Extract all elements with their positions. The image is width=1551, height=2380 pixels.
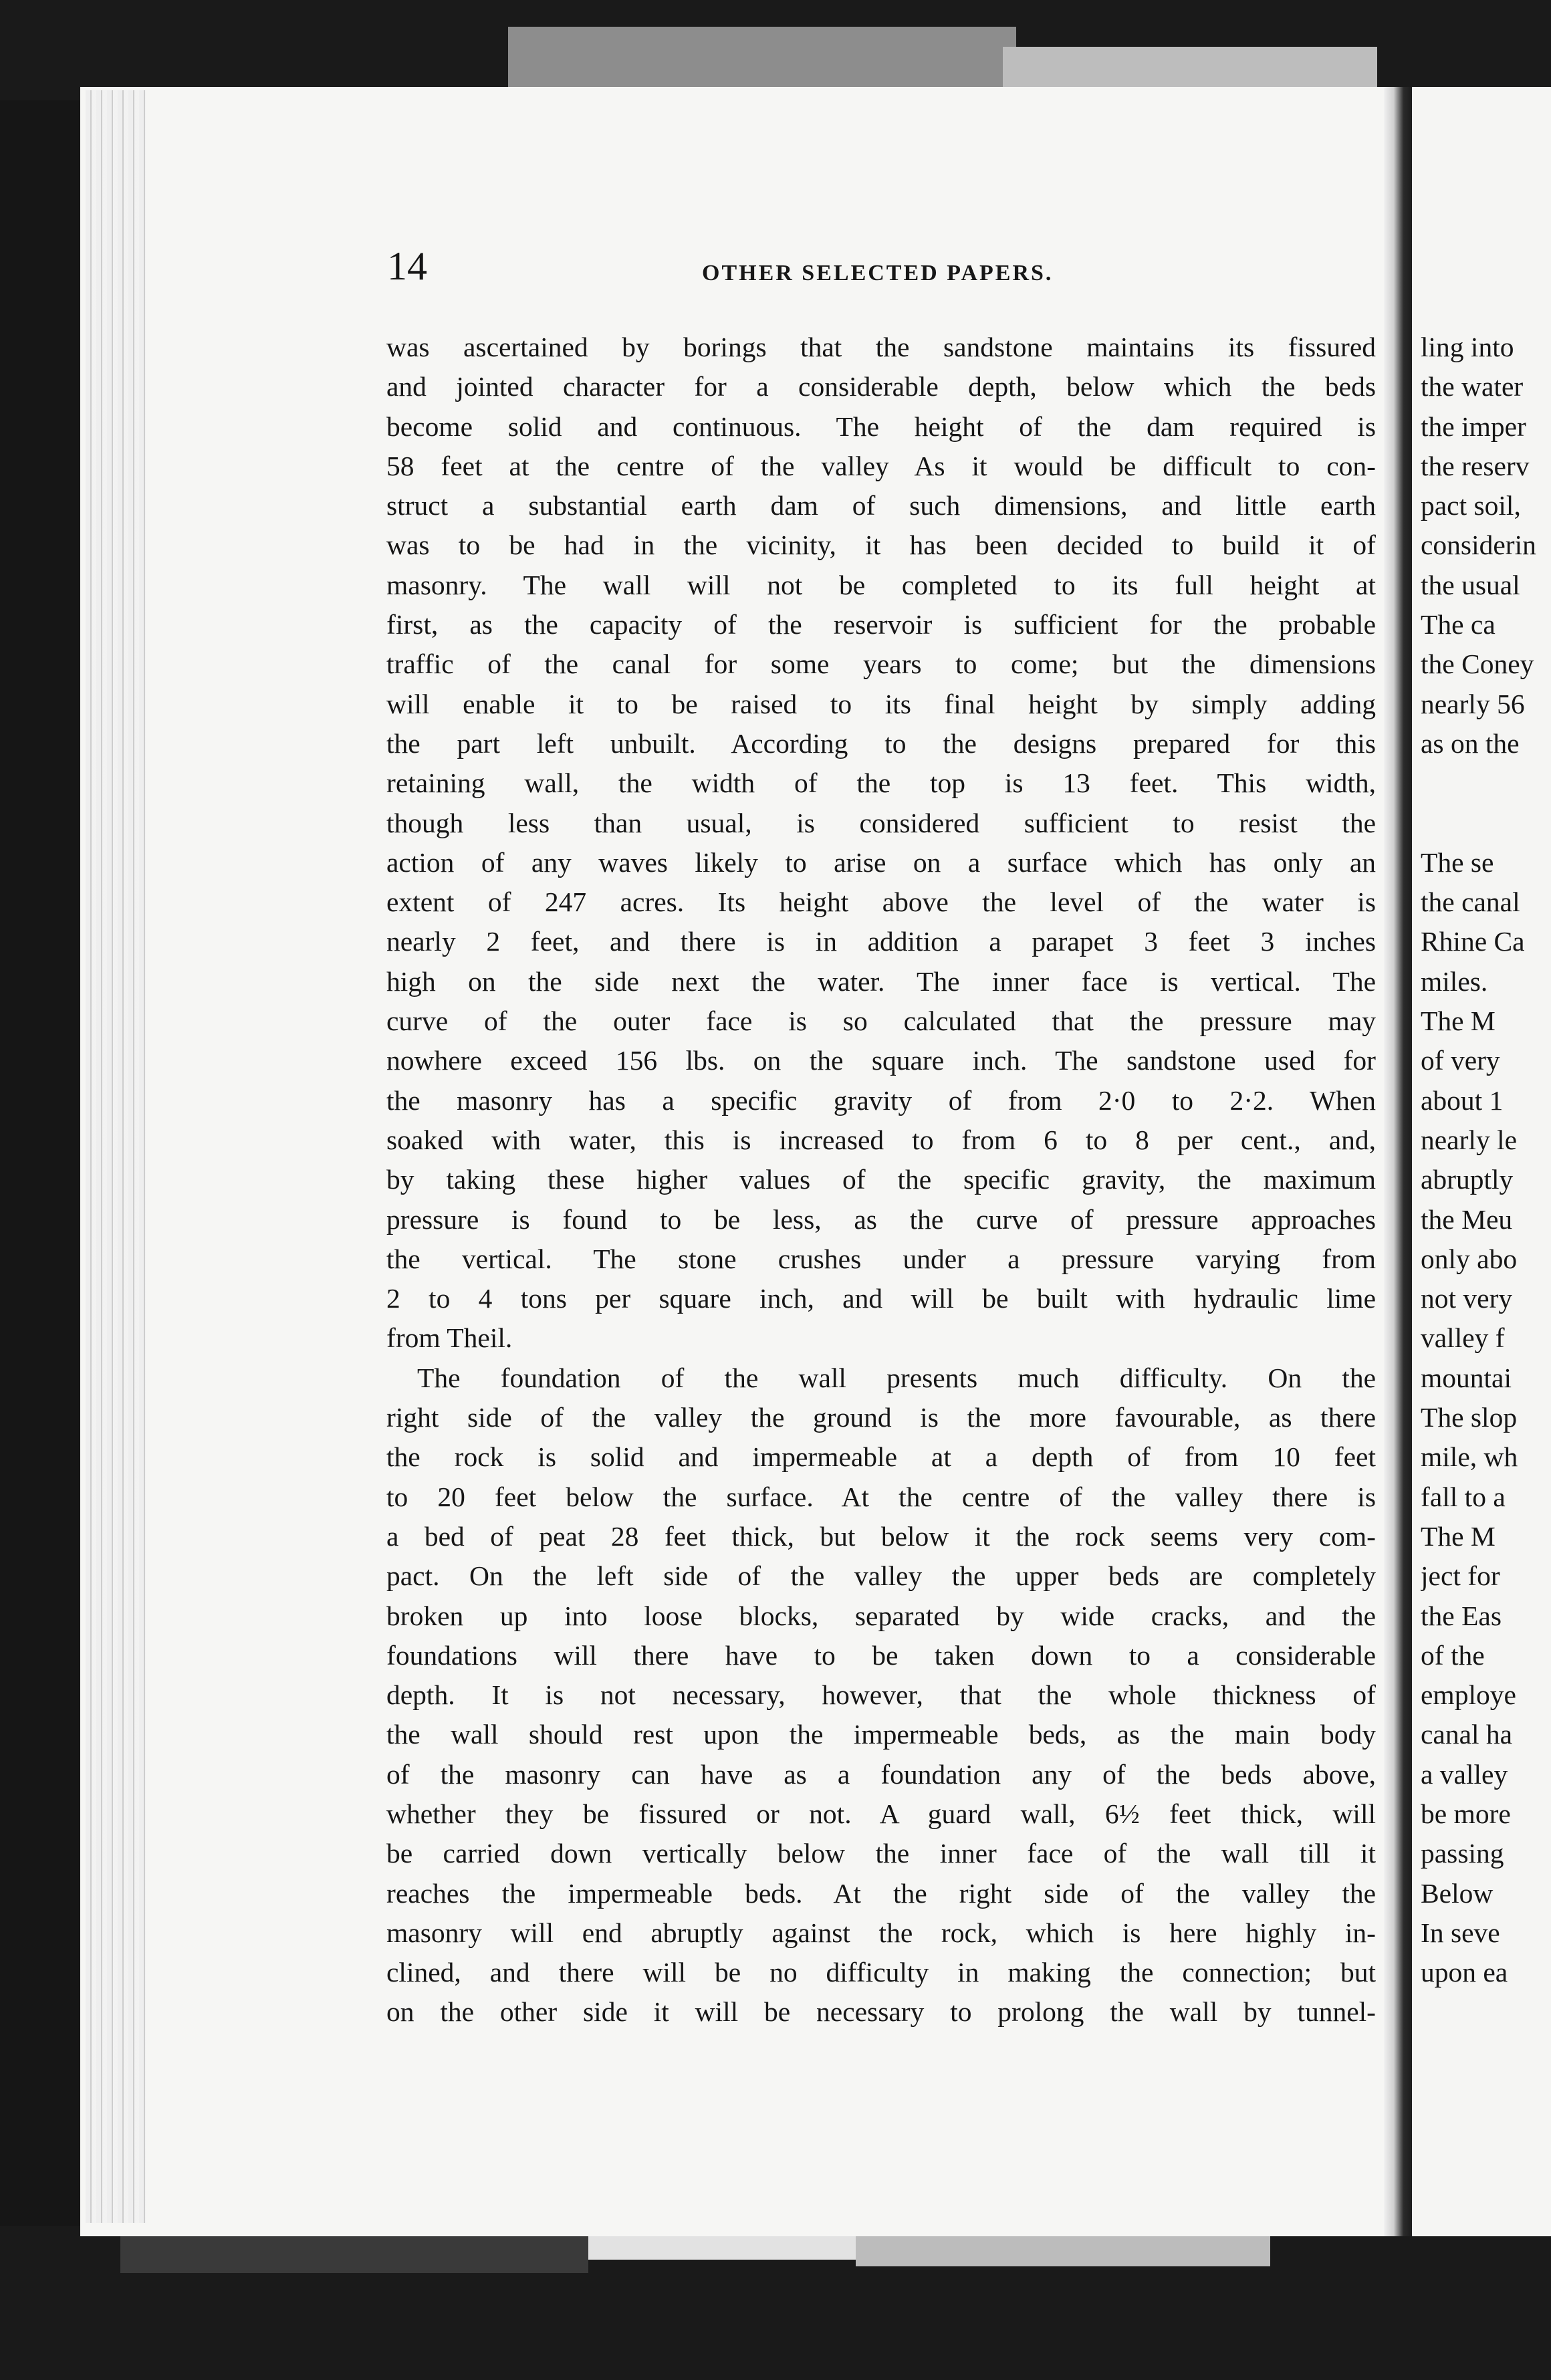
scan-edge-bottom — [0, 2226, 1551, 2380]
text-line — [1421, 804, 1551, 843]
text-line: clined, and there will be no difficulty in making the connection; but — [386, 1957, 1376, 1988]
text-line: passing — [1421, 1838, 1504, 1869]
text-line: the Coney — [1421, 648, 1534, 680]
text-line: 2 to 4 tons per square inch, and will be built with hydraulic lime — [386, 1283, 1376, 1314]
text-line: be more — [1421, 1798, 1511, 1829]
text-line: action of any waves likely to arise on a surface which has only an — [386, 846, 1376, 878]
text-line: the usual — [1421, 569, 1520, 600]
text-line: The foundation of the wall presents much difficulty. On the — [417, 1362, 1376, 1393]
text-line: nearly le — [1421, 1124, 1518, 1155]
text-line: be carried down vertically below the inner face of the wall till it — [386, 1838, 1376, 1869]
text-line: the reserv — [1421, 450, 1530, 481]
text-line: depth. It is not necessary, however, that the whole thickness of — [386, 1679, 1376, 1711]
text-line: though less than usual, is considered sufficient to resist the — [386, 807, 1376, 838]
text-line: as on the — [1421, 727, 1520, 759]
text-line: was ascertained by borings that the sandstone maintains its fissured — [386, 332, 1376, 362]
text-line: of the masonry can have as a foundation any of the beds above, — [386, 1758, 1376, 1790]
text-line: pressure is found to be less, as the curve of pressure approaches — [386, 1203, 1376, 1235]
text-line — [1421, 763, 1551, 803]
text-line: The se — [1421, 846, 1494, 878]
right-page-text — [1421, 328, 1551, 1992]
text-line: masonry. The wall will not be completed to its full height at — [386, 569, 1376, 600]
text-line: upon ea — [1421, 1957, 1508, 1988]
text-line: by taking these higher values of the specific gravity, the maximum — [386, 1164, 1376, 1195]
text-line: first, as the capacity of the reservoir is sufficient for the probable — [386, 609, 1376, 640]
text-line: foundations will there have to be taken down to a considerable — [386, 1639, 1376, 1671]
text-line: pact soil, — [1421, 490, 1521, 521]
text-line: valley f — [1421, 1322, 1505, 1354]
book-gutter — [1384, 87, 1412, 2236]
text-line: abruptly — [1421, 1164, 1514, 1195]
text-line: only abo — [1421, 1243, 1518, 1274]
text-line: the vertical. The stone crushes under a pressure varying from — [386, 1243, 1376, 1274]
page-edge-stack — [86, 90, 146, 2223]
text-line: of very — [1421, 1045, 1500, 1076]
text-line: The ca — [1421, 609, 1496, 640]
text-line: the wall should rest upon the impermeable beds, as the main body — [386, 1719, 1376, 1750]
text-line: broken up into loose blocks, separated by wide cracks, and the — [386, 1600, 1376, 1631]
text-line: from Theil. — [386, 1322, 513, 1354]
text-line: not very — [1421, 1283, 1513, 1314]
page-header — [388, 246, 1377, 306]
text-line: curve of the outer face is so calculated that the pressure may — [386, 1005, 1376, 1037]
text-line: a valley — [1421, 1758, 1508, 1790]
text-line: will enable it to be raised to its final height by simply adding — [386, 688, 1376, 719]
text-line: high on the side next the water. The inner face is vertical. The — [386, 965, 1376, 997]
text-line: nearly 2 feet, and there is in addition a parapet 3 feet 3 inches — [386, 926, 1376, 957]
text-line: considerin — [1421, 529, 1536, 561]
text-line: a bed of peat 28 feet thick, but below it the rock seems very com- — [386, 1520, 1376, 1552]
text-line: on the other side it will be necessary to prolong the wall by tunnel- — [386, 1996, 1376, 2028]
text-line: soaked with water, this is increased to from 6 to 8 per cent., and, — [386, 1124, 1376, 1155]
running-head: OTHER SELECTED PAPERS. — [702, 261, 1054, 285]
text-line: become solid and continuous. The height of the dam required is — [386, 410, 1376, 442]
text-line: In seve — [1421, 1917, 1500, 1948]
text-line: the masonry has a specific gravity of from 2·0 to 2·2. When — [386, 1084, 1376, 1116]
text-line: pact. On the left side of the valley the upper beds are completely — [386, 1560, 1376, 1592]
text-line: the rock is solid and impermeable at a depth of from 10 feet — [386, 1441, 1376, 1473]
text-line: Below — [1421, 1877, 1494, 1909]
text-line: retaining wall, the width of the top is 13 feet. This width, — [386, 767, 1376, 799]
text-line: masonry will end abruptly against the rock, which is here highly in- — [386, 1917, 1376, 1948]
text-line: the canal — [1421, 886, 1520, 918]
text-line: ject for — [1421, 1560, 1500, 1592]
text-line: nearly 56 — [1421, 688, 1525, 719]
text-line: fall to a — [1421, 1481, 1506, 1512]
text-line: the water — [1421, 371, 1524, 402]
text-line: miles. — [1421, 965, 1488, 997]
text-line: the Eas — [1421, 1600, 1502, 1631]
text-line: the part left unbuilt. According to the designs prepared for this — [386, 727, 1376, 759]
text-line: and jointed character for a considerable depth, below which the beds — [386, 371, 1376, 402]
text-line: of the — [1421, 1639, 1485, 1671]
scan-edge-top — [0, 0, 1551, 100]
text-line: the imper — [1421, 410, 1526, 442]
text-line: struct a substantial earth dam of such dimensions, and little earth — [386, 490, 1376, 521]
text-line: right side of the valley the ground is the more favourable, as there — [386, 1402, 1376, 1433]
text-line: extent of 247 acres. Its height above the level of the water is — [386, 886, 1376, 918]
text-line: canal ha — [1421, 1719, 1513, 1750]
body-text — [386, 328, 1376, 2032]
scan-artifact — [508, 27, 1016, 94]
text-line: mountai — [1421, 1362, 1512, 1393]
text-line: Rhine Ca — [1421, 926, 1525, 957]
text-line: reaches the impermeable beds. At the right side of the valley the — [386, 1877, 1376, 1909]
text-line: nowhere exceed 156 lbs. on the square inch. The sandstone used for — [386, 1045, 1376, 1076]
text-line: The M — [1421, 1520, 1496, 1552]
text-line: the Meu — [1421, 1203, 1513, 1235]
text-line: 58 feet at the centre of the valley As it would be difficult to con- — [386, 450, 1376, 481]
text-line: whether they be fissured or not. A guard wall, 6½ feet thick, will — [386, 1798, 1376, 1829]
text-line: about 1 — [1421, 1084, 1504, 1116]
text-line: to 20 feet below the surface. At the centre of the valley there is — [386, 1481, 1376, 1512]
text-line: was to be had in the vicinity, it has been decided to build it of — [386, 529, 1376, 561]
text-line: ling into — [1421, 332, 1514, 362]
text-line: employe — [1421, 1679, 1516, 1711]
text-line: The slop — [1421, 1402, 1518, 1433]
text-line: mile, wh — [1421, 1441, 1518, 1473]
text-line: The M — [1421, 1005, 1496, 1037]
text-line: traffic of the canal for some years to come; but the dimensions — [386, 648, 1376, 680]
page-number: 14 — [387, 244, 427, 288]
